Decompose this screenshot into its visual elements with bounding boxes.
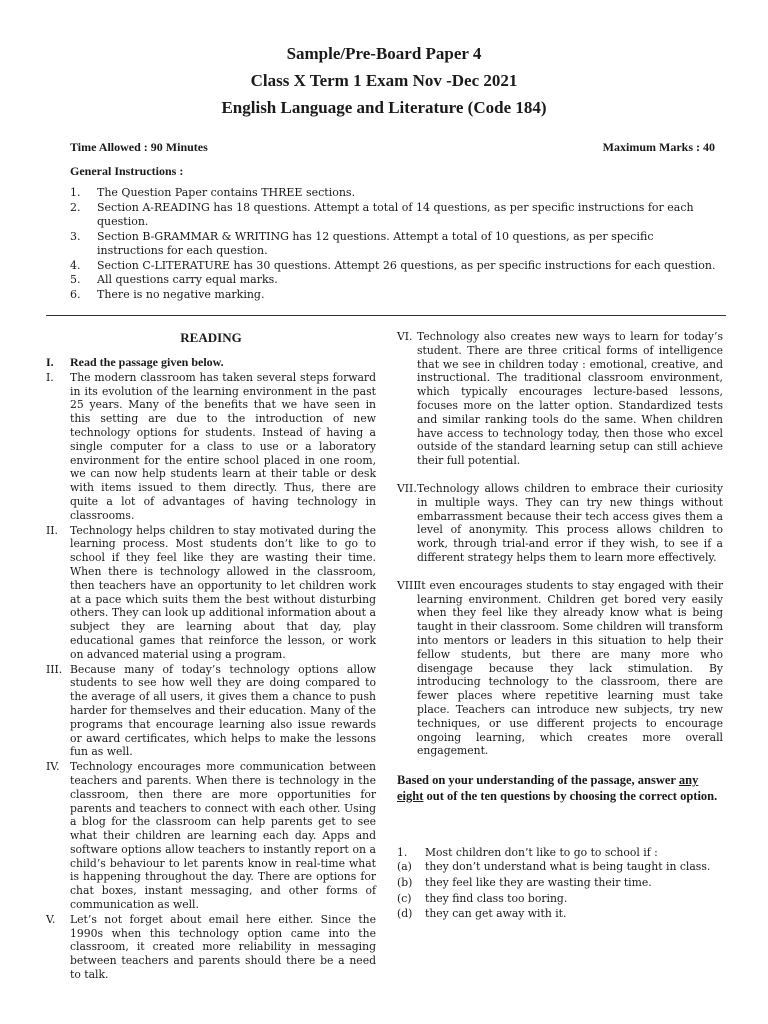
left-column bbox=[46, 330, 376, 983]
paper-header bbox=[0, 40, 768, 121]
question-1: 1. Most children don’t like to go to school if : bbox=[397, 846, 658, 860]
answer-directive: Based on your understanding of the passage, answer any eight out of the ten questions by choosing the correct option. bbox=[397, 773, 718, 804]
instructions-list bbox=[70, 186, 720, 302]
passage-paragraph: I. The modern classroom has taken several steps forward in its evolution of the learning environment in the past 25 years. Many of the benefits that we have seen in this setting are due to the introduction of new technology options for students. Instead of having a single computer for a class to use or a laboratory environment for the entire school placed in one room, we can now help students learn at their table or desk with items issued to them directly. Thus, there are quite a lot of advantages of having technology in classrooms. bbox=[46, 370, 376, 522]
subject-title: English Language and Literature (Code 184) bbox=[221, 98, 547, 117]
time-allowed: Time Allowed : 90 Minutes bbox=[70, 140, 208, 154]
passage-paragraph: VIII It even encourages students to stay engaged with their learning environment. Children get bored very easily when they feel like they already know what is being taught in their classroom. Some children will transform into mentors or leaders in this situation to help their fellow students, but there are many more who disengage because they lack stimulation. By introducing technology to the classroom, there are fewer places where repetitive learning must take place. Teachers can introduce new subjects, try new techniques, or use different projects to encourage ongoing learning, which creates more overall engagement. bbox=[397, 578, 723, 758]
option-b: (b) they feel like they are wasting their time. bbox=[397, 875, 652, 889]
passage-paragraph: V. Let’s not forget about email here either. Since the 1990s when this technology option came into the classroom, it created more reliability in messaging between teachers and parents should there be a need to talk. bbox=[46, 912, 376, 982]
directive-emphasis: any eight bbox=[397, 773, 699, 804]
section-divider bbox=[46, 315, 726, 316]
passage-paragraph: III. Because many of today’s technology options allow students to see how well they are doing compared to the average of all users, it gives them a chance to push harder for themselves and their education. Many of the programs that encourage learning also issue rewards or award certificates, which helps to make the lessons fun as well. bbox=[46, 662, 376, 759]
paper-title: Sample/Pre-Board Paper 4 bbox=[286, 44, 482, 63]
instruction-item: 3. Section B-GRAMMAR & WRITING has 12 questions. Attempt a total of 10 questions, as per specific instructions for each question. bbox=[70, 229, 654, 257]
instruction-item: 4. Section C-LITERATURE has 30 questions. Attempt 26 questions, as per specific instructions for each question. bbox=[70, 258, 716, 272]
instruction-item: 6. There is no negative marking. bbox=[70, 287, 265, 301]
maximum-marks: Maximum Marks : 40 bbox=[602, 140, 715, 154]
passage-paragraph: VI. Technology also creates new ways to learn for today’s student. There are three critical forms of intelligence that we see in children today : emotional, creative, and instructional. The traditional classroom environment, which typically encourages lecture-based lessons, focuses more on the latter option. Standardized tests and similar ranking tools do the same. When children have access to technology today, then those who excel outside of the standard learning setup can still achieve their full potential. bbox=[397, 330, 723, 468]
question-1-text: Most children don’t like to go to school if : bbox=[425, 846, 658, 860]
passage-paragraph: VII. Technology allows children to embrace their curiosity in multiple ways. They can try new things without embarrassment because their tech access gives them a level of anonymity. This process allows children to work, through trial-and error if they wish, to see if a different strategy helps them to learn more effectively. bbox=[397, 481, 723, 564]
passage-paragraph: II. Technology helps children to stay motivated during the learning process. Most students don’t like to go to school if they feel like they are wasting their time. When there is technology allowed in the classroom, then teachers have an opportunity to let children work at a pace which suits them the best without disturbing others. They can look up additional information about a subject they are learning about that day, play educational games that reinforce the lesson, or work on advanced material using a program. bbox=[46, 523, 376, 661]
option-c: (c) they find class too boring. bbox=[397, 891, 568, 905]
right-column bbox=[397, 330, 723, 923]
exam-meta bbox=[70, 140, 715, 155]
reading-heading: READING bbox=[180, 330, 242, 345]
instruction-item: 1. The Question Paper contains THREE sections. bbox=[70, 186, 356, 199]
instruction-item: 2. Section A-READING has 18 questions. Attempt a total of 14 questions, as per specific instructions for each question. bbox=[70, 200, 694, 228]
instruction-item: 5. All questions carry equal marks. bbox=[70, 273, 278, 286]
general-instructions-heading: General Instructions : bbox=[70, 164, 184, 178]
passage-paragraph: IV. Technology encourages more communication between teachers and parents. When there is technology in the classroom, then there are more opportunities for parents and teachers to connect with each other. Using a blog for the classroom can help parents get to see what their children are learning each day. Apps and software options allow teachers to instantly report on a child’s behaviour to let parents know in real-time what is happening throughout the day. There are options for chat boxes, instant messaging, and other forms of communication as well. bbox=[46, 760, 376, 912]
exam-title: Class X Term 1 Exam Nov -Dec 2021 bbox=[250, 71, 518, 90]
question-prompt: I. Read the passage given below. bbox=[46, 355, 224, 369]
option-a: (a) they don’t understand what is being taught in class. bbox=[397, 859, 711, 873]
option-d: (d) they can get away with it. bbox=[397, 907, 567, 921]
